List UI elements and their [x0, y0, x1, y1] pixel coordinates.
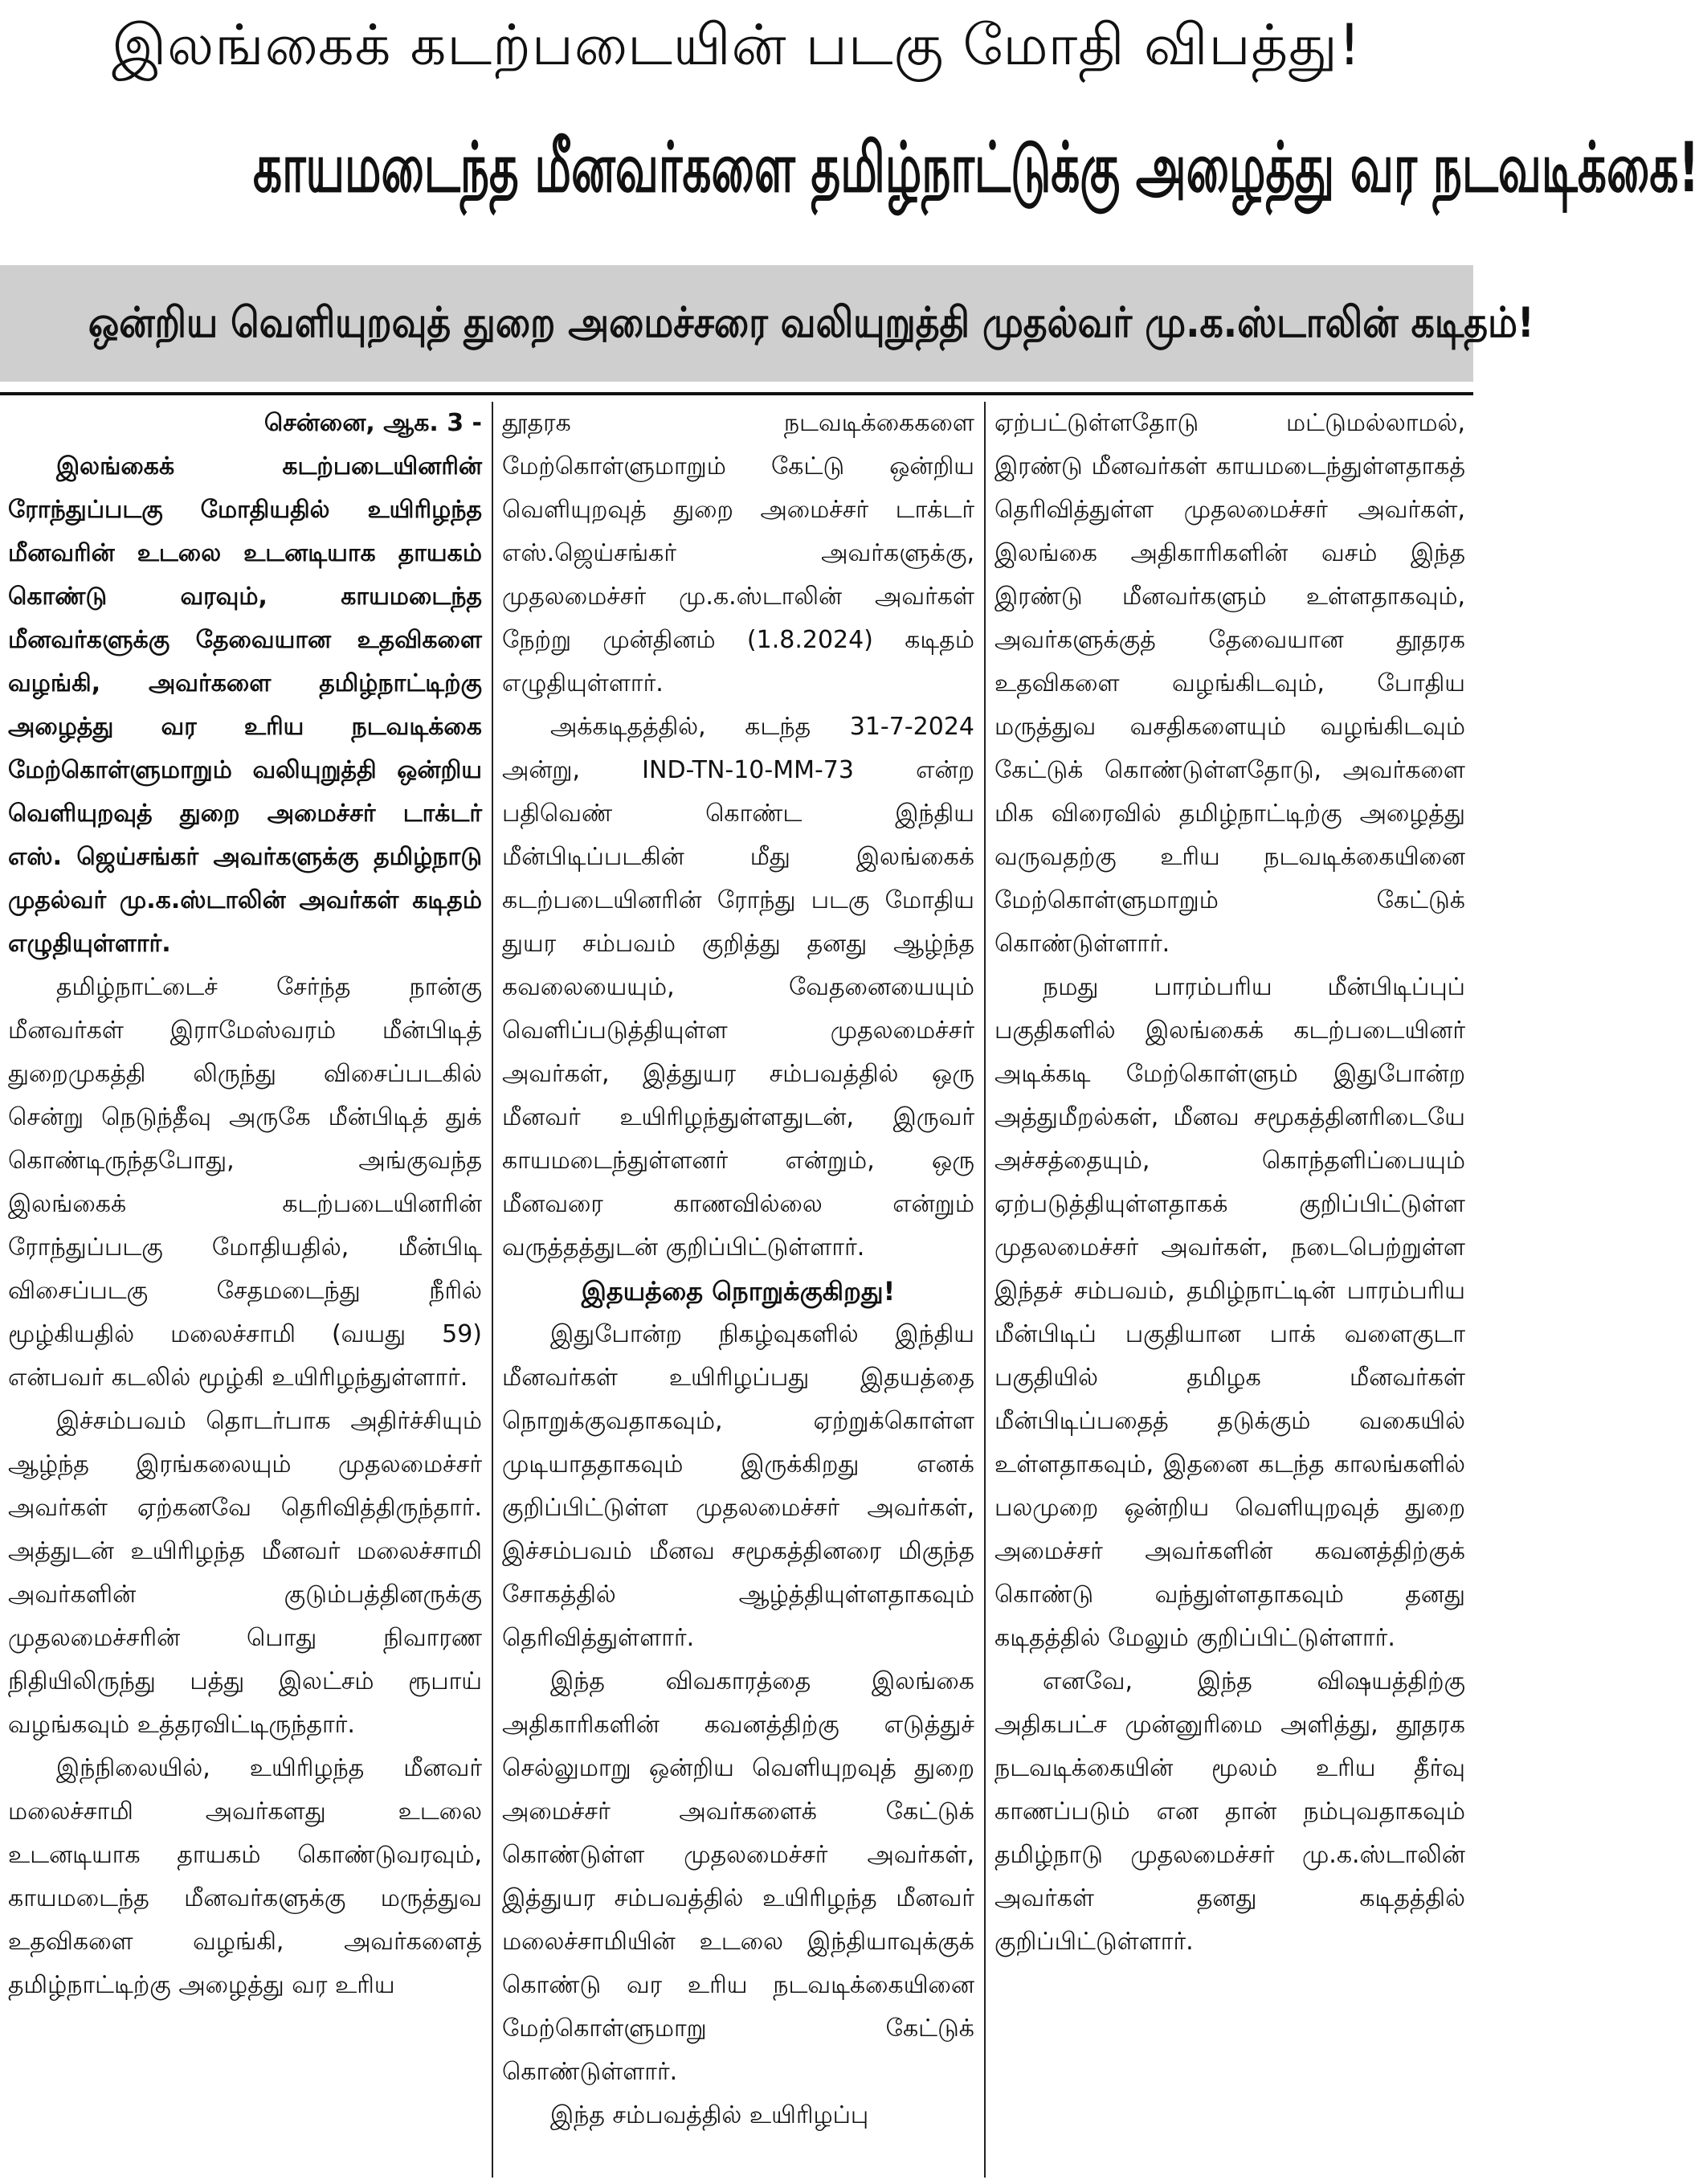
paragraph: அக்கடிதத்தில், கடந்த 31-7-2024 அன்று, IND-TN-10-MM-73 என்ற பதிவெண் கொண்ட இந்திய மீன்பிடிப்படகின் மீது இலங்கைக் கடற்படையினரின் ரோந்து படகு மோதிய துயர சம்பவம் குறித்து தனது ஆழ்ந்த கவலையையும், வேதனையையும் வெளிப்படுத்தியுள்ள முதலமைச்சர் அவர்கள், இத்துயர சம்பவத்தில் ஒரு மீனவர் உயிரிழந்துள்ளதுடன், இருவர் காயமடைந்துள்ளனர் என்றும், ஒரு மீனவரை காணவில்லை என்றும் வருத்தத்துடன் குறிப்பிட்டுள்ளார்.: [502, 713, 974, 1262]
paragraph: நமது பாரம்பரிய மீன்பிடிப்புப் பகுதிகளில் இலங்கைக் கடற்படையினர் அடிக்கடி மேற்கொள்ளும் இதுபோன்ற அத்துமீறல்கள், மீனவ சமூகத்தினரிடையே அச்சத்தையும், கொந்தளிப்பையும் ஏற்படுத்தியுள்ளதாகக் குறிப்பிட்டுள்ள முதலமைச்சர் அவர்கள், நடைபெற்றுள்ள இந்தச் சம்பவம், தமிழ்நாட்டின் பாரம்பரிய மீன்பிடிப் பகுதியான பாக் வளைகுடா பகுதியில் தமிழக மீனவர்கள் மீன்பிடிப்பதைத் தடுக்கும் வகையில் உள்ளதாகவும், இதனை கடந்த காலங்களில் பலமுறை ஒன்றிய வெளியுறவுத் துறை அமைச்சர் அவர்களின் கவனத்திற்குக் கொண்டு வந்துள்ளதாகவும் தனது கடிதத்தில் மேலும் குறிப்பிட்டுள்ளார்.: [994, 973, 1465, 1652]
headline-main: காயமடைந்த மீனவர்களை தமிழ்நாட்டுக்கு அழைத்து வர நடவடிக்கை!: [253, 128, 1699, 208]
paragraph: இந்த விவகாரத்தை இலங்கை அதிகாரிகளின் கவனத்திற்கு எடுத்துச் செல்லுமாறு ஒன்றிய வெளியுறவுத் துறை அமைச்சர் அவர்களைக் கேட்டுக் கொண்டுள்ள முதலமைச்சர் அவர்கள், இத்துயர சம்பவத்தில் உயிரிழந்த மீனவர் மலைச்சாமியின் உடலை இந்தியாவுக்குக் கொண்டு வர உரிய நடவடிக்கையினை மேற்கொள்ளுமாறு கேட்டுக் கொண்டுள்ளார்.: [502, 1667, 974, 2086]
paragraph: தமிழ்நாட்டைச் சேர்ந்த நான்கு மீனவர்கள் இராமேஸ்வரம் மீன்பிடித் துறைமுகத்தி லிருந்து விசைப்படகில் சென்று நெடுந்தீவு அருகே மீன்பிடித் துக் கொண்டிருந்தபோது, அங்குவந்த இலங்கைக் கடற்படையினரின் ரோந்துப்படகு மோதியதில், மீன்பிடி விசைப்படகு சேதமடைந்து நீரில் மூழ்கியதில் மலைச்சாமி (வயது 59) என்பவர் கடலில் மூழ்கி உயிரிழந்துள்ளார்.: [8, 973, 482, 1392]
paragraph: இச்சம்பவம் தொடர்பாக அதிர்ச்சியும் ஆழ்ந்த இரங்கலையும் முதலமைச்சர் அவர்கள் ஏற்கனவே தெரிவித்திருந்தார். அத்துடன் உயிரிழந்த மீனவர் மலைச்சாமி அவர்களின் குடும்பத்தினருக்கு முதலமைச்சரின் பொது நிவாரண நிதியிலிருந்து பத்து இலட்சம் ரூபாய் வழங்கவும் உத்தரவிட்டிருந்தார்.: [8, 1407, 482, 1739]
subheadline: ஒன்றிய வெளியுறவுத் துறை அமைச்சரை வலியுறுத்தி முதல்வர் மு.க.ஸ்டாலின் கடிதம்!: [88, 299, 1534, 347]
article-column-1: [8, 402, 482, 2178]
paragraph: எனவே, இந்த விஷயத்திற்கு அதிகபட்ச முன்னுரிமை அளித்து, தூதரக நடவடிக்கையின் மூலம் உரிய தீர்வு காணப்படும் என தான் நம்புவதாகவும் தமிழ்நாடு முதலமைச்சர் மு.க.ஸ்டாலின் அவர்கள் தனது கடிதத்தில் குறிப்பிட்டுள்ளார்.: [994, 1667, 1465, 1956]
paragraph: இந்த சம்பவத்தில் உயிரிழப்பு: [550, 2101, 869, 2129]
paragraph: இதுபோன்ற நிகழ்வுகளில் இந்திய மீனவர்கள் உயிரிழப்பது இதயத்தை நொறுக்குவதாகவும், ஏற்றுக்கொள்ள முடியாததாகவும் இருக்கிறது எனக் குறிப்பிட்டுள்ள முதலமைச்சர் அவர்கள், இச்சம்பவம் மீனவ சமூகத்தினரை மிகுந்த சோகத்தில் ஆழ்த்தியுள்ளதாகவும் தெரிவித்துள்ளார்.: [502, 1320, 974, 1652]
article-column-2: [502, 402, 974, 2178]
column-divider-1: [492, 402, 493, 2178]
header-divider: [0, 392, 1473, 395]
subheadline-banner: [0, 265, 1534, 382]
lead-paragraph: இலங்கைக் கடற்படையினரின் ரோந்துப்படகு மோதியதில் உயிரிழந்த மீனவரின் உடலை உடனடியாக தாயகம் கொண்டு வரவும், காயமடைந்த மீனவர்களுக்கு தேவையான உதவிகளை வழங்கி, அவர்களை தமிழ்நாட்டிற்கு அழைத்து வர உரிய நடவடிக்கை மேற்கொள்ளுமாறும் வலியுறுத்தி ஒன்றிய வெளியுறவுத் துறை அமைச்சர் டாக்டர் எஸ். ஜெய்சங்கர் அவர்களுக்கு தமிழ்நாடு முதல்வர் மு.க.ஸ்டாலின் அவர்கள் கடிதம் எழுதியுள்ளார்.: [8, 452, 482, 958]
section-subtitle: இதயத்தை நொறுக்குகிறது!: [581, 1276, 896, 1307]
dateline: சென்னை, ஆக. 3 -: [263, 409, 482, 437]
paragraph: ஏற்பட்டுள்ளதோடு மட்டுமல்லாமல், இரண்டு மீனவர்கள் காயமடைந்துள்ளதாகத் தெரிவித்துள்ள முதலமைச்சர் அவர்கள், இலங்கை அதிகாரிகளின் வசம் இந்த இரண்டு மீனவர்களும் உள்ளதாகவும், அவர்களுக்குத் தேவையான தூதரக உதவிகளை வழங்கிடவும், போதிய மருத்துவ வசதிகளையும் வழங்கிடவும் கேட்டுக் கொண்டுள்ளதோடு, அவர்களை மிக விரைவில் தமிழ்நாட்டிற்கு அழைத்து வருவதற்கு உரிய நடவடிக்கையினை மேற்கொள்ளுமாறும் கேட்டுக் கொண்டுள்ளார்.: [994, 409, 1465, 958]
article-column-3: [994, 402, 1465, 2178]
paragraph: தூதரக நடவடிக்கைகளை மேற்கொள்ளுமாறும் கேட்டு ஒன்றிய வெளியுறவுத் துறை அமைச்சர் டாக்டர் எஸ்.ஜெய்சங்கர் அவர்களுக்கு, முதலமைச்சர் மு.க.ஸ்டாலின் அவர்கள் நேற்று முன்தினம் (1.8.2024) கடிதம் எழுதியுள்ளார்.: [502, 409, 974, 697]
column-divider-2: [984, 402, 986, 2178]
headline-top: இலங்கைக் கடற்படையின் படகு மோதி விபத்து!: [112, 12, 1362, 78]
paragraph: இந்நிலையில், உயிரிழந்த மீனவர் மலைச்சாமி அவர்களது உடலை உடனடியாக தாயகம் கொண்டுவரவும், காயமடைந்த மீனவர்களுக்கு மருத்துவ உதவிகளை வழங்கி, அவர்களைத் தமிழ்நாட்டிற்கு அழைத்து வர உரிய: [8, 1754, 482, 1999]
